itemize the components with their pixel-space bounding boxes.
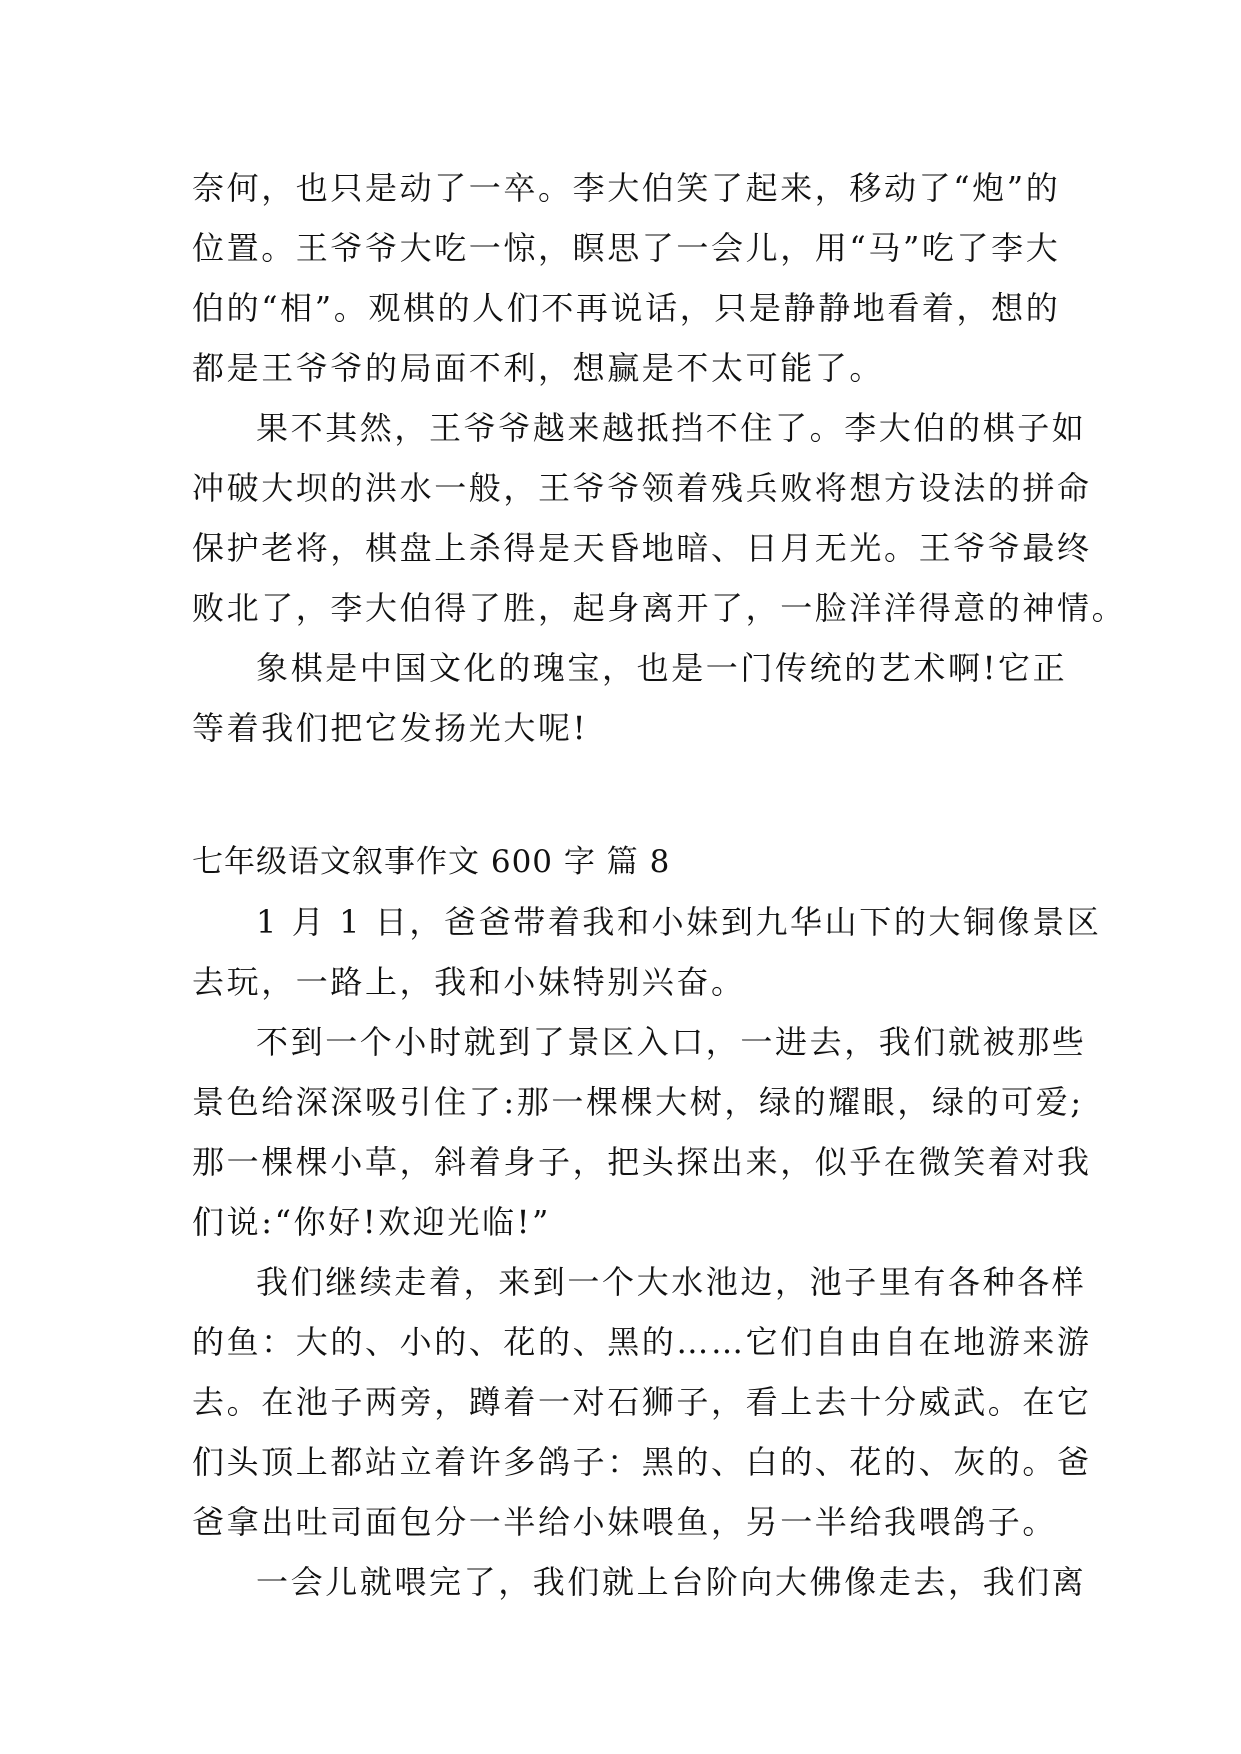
paragraph [192, 158, 1061, 398]
text-line: 爸拿出吐司面包分一半给小妹喂鱼，另一半给我喂鸽子。 [192, 1503, 1058, 1541]
text-line: 果不其然，王爷爷越来越抵挡不住了。李大伯的棋子如 [256, 409, 1087, 447]
paragraph [192, 892, 1102, 1012]
text-line: 不到一个小时就到了景区入口，一进去，我们就被那些 [256, 1023, 1087, 1061]
text-line: 位置。王爷爷大吃一惊，瞑思了一会儿，用“马”吃了李大 [192, 229, 1061, 267]
text-line: 等着我们把它发扬光大呢! [192, 709, 589, 747]
text-line: 奈何，也只是动了一卒。李大伯笑了起来，移动了“炮”的 [192, 169, 1061, 207]
paragraph [192, 1552, 1087, 1612]
text-line: 1 月 1 日，爸爸带着我和小妹到九华山下的大铜像景区 [256, 903, 1102, 941]
text-line: 象棋是中国文化的瑰宝，也是一门传统的艺术啊!它正 [256, 649, 1068, 687]
paragraph [192, 638, 1068, 758]
section-title: 七年级语文叙事作文 600 字 篇 8 [192, 844, 671, 880]
text-line: 去。在池子两旁，蹲着一对石狮子，看上去十分威武。在它 [192, 1383, 1092, 1421]
text-line: 的鱼：大的、小的、花的、黑的……它们自由自在地游来游 [192, 1323, 1092, 1361]
text-line: 都是王爷爷的局面不利，想赢是不太可能了。 [192, 349, 885, 387]
document-page [192, 158, 1127, 1612]
text-line: 伯的“相”。观棋的人们不再说话，只是静静地看着，想的 [192, 289, 1061, 327]
paragraph [192, 398, 1127, 638]
text-line: 景色给深深吸引住了:那一棵棵大树，绿的耀眼，绿的可爱; [192, 1083, 1084, 1121]
text-line: 去玩，一路上，我和小妹特别兴奋。 [192, 963, 746, 1001]
text-line: 们头顶上都站立着许多鸽子：黑的、白的、花的、灰的。爸 [192, 1443, 1092, 1481]
paragraph [192, 1012, 1092, 1252]
text-line: 一会儿就喂完了，我们就上台阶向大佛像走去，我们离 [256, 1563, 1087, 1601]
paragraph [192, 1252, 1092, 1552]
text-line: 保护老将，棋盘上杀得是天昏地暗、日月无光。王爷爷最终 [192, 529, 1092, 567]
text-line: 们说:“你好!欢迎光临!” [192, 1203, 552, 1241]
text-line: 败北了，李大伯得了胜，起身离开了，一脸洋洋得意的神情。 [192, 589, 1127, 627]
text-line: 冲破大坝的洪水一般，王爷爷领着残兵败将想方设法的拼命 [192, 469, 1092, 507]
text-line: 我们继续走着，来到一个大水池边，池子里有各种各样 [256, 1263, 1087, 1301]
text-line: 那一棵棵小草，斜着身子，把头探出来，似乎在微笑着对我 [192, 1143, 1092, 1181]
